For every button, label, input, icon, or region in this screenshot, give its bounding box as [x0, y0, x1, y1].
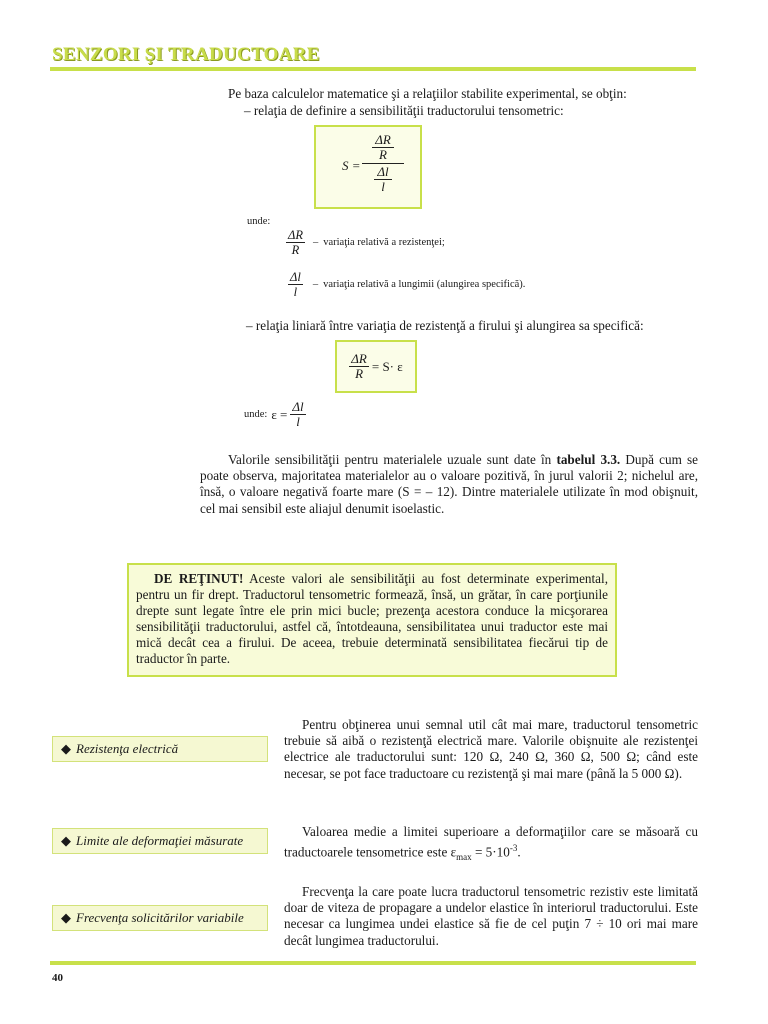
- values-text-1: Valorile sensibilităţii pentru materialele uzuale sunt date în: [228, 452, 557, 467]
- unde-item-length: [288, 270, 525, 299]
- page-number: 40: [52, 972, 63, 984]
- sensitivity-fraction: [362, 133, 404, 194]
- section-label-text: Frecvenţa solicitărilor variabile: [76, 910, 244, 925]
- intro-line-1: Pe baza calculelor matematice şi a relaţiilor stabilite experimental, se obţin:: [228, 86, 627, 101]
- header-rule: [50, 67, 696, 71]
- intro-line-2: – relaţia de definire a sensibilităţii traductorului tensometric:: [244, 103, 564, 118]
- limite-value: = 5·10: [471, 844, 510, 860]
- linear-formula-box: [335, 340, 417, 393]
- item1-text: variaţia relativă a rezistenţei;: [323, 237, 445, 248]
- section-text-limite: [284, 824, 698, 865]
- epsilon-lhs: ε =: [271, 406, 288, 422]
- section-text-rezistenta: Pentru obţinerea unui semnal util cât mai mare, traductorul tensometric trebuie să aibă o rezistenţă electrică mare. Valorile obişnuite ale rezistenţei electrice ale traductorului sunt: 120 Ω, 240 Ω, 360 Ω, 500 Ω; când este necesar, se pot face traductoare cu rezistenţă şi mai mare (până la 5 000 Ω).: [284, 717, 698, 781]
- formula2-den: R: [355, 366, 364, 381]
- formula-lhs: S =: [342, 158, 361, 173]
- formula2-num: ΔR: [351, 351, 367, 366]
- sensitivity-formula-box: [314, 125, 422, 209]
- item1-num: ΔR: [288, 228, 303, 242]
- unde-label-1: unde:: [247, 216, 271, 227]
- section-text-frecventa: Frecvenţa la care poate lucra traductorul tensometric rezistiv este limitată doar de viteza de propagare a undelor elastice în interiorul traductorului. Este necesar ca lungimea undei elastice să fie de cel puţin 7 ÷ 10 ori mai mare decât lungimea traductorului.: [284, 884, 698, 948]
- fraction-bottom-den: l: [381, 179, 385, 194]
- fraction-bottom-num: Δl: [374, 165, 391, 180]
- page-header-title: SENZORI ŞI TRADUCTOARE: [52, 44, 320, 65]
- section-label-text: Limite ale deformaţiei măsurate: [76, 833, 244, 848]
- retinut-text: Aceste valori ale sensibilităţii au fost determinate experimental, pentru un fir drept. Traductorul tensometric formează, însă, un grătar, în care porţiunile drepte sunt legate între ele prin mici bucle; prezenţa acestora conduce la micşorarea sensibilităţii traductorului, astfel că, întotdeauna, sensibilitatea unui traductor este mai mică decât cea a firului. De aceea, trebuie determinată sensibilitatea fiecărui tip de traductor în parte.: [136, 571, 608, 666]
- exponent: -3: [509, 843, 518, 854]
- unde-label-2: unde:: [244, 409, 268, 420]
- section-label-frecventa: [52, 905, 268, 931]
- epsilon-num: Δl: [292, 399, 304, 414]
- relation-linear-line: – relaţia liniară între variaţia de rezistenţă a firului şi alungirea sa specifică:: [246, 318, 644, 333]
- fraction-top-num: ΔR: [372, 133, 394, 148]
- values-text-2: După cum se poate observa, majoritatea materialelor au o valoare pozitivă, în jurul valorii 2; nichelul are, însă, o valoare negativă foarte mare (S = – 12). Dintre materialele utilizate în mod obişnuit, cel mai sensibil este aliajul denumit isoelastic.: [200, 452, 698, 516]
- diamond-bullet-icon: ◆: [61, 833, 71, 848]
- item2-text: variaţia relativă a lungimii (alungirea specifică).: [323, 279, 526, 290]
- item2-den: l: [293, 285, 298, 299]
- epsilon-den: l: [296, 414, 300, 429]
- item1-den: R: [291, 243, 300, 257]
- section-label-rezistenta: [52, 736, 268, 762]
- fraction-top-den: R: [379, 147, 387, 162]
- table-reference: tabelul 3.3.: [556, 452, 621, 467]
- retinut-callout: [127, 563, 617, 677]
- diamond-bullet-icon: ◆: [61, 741, 71, 756]
- footer-rule: [50, 961, 696, 965]
- limite-end: .: [517, 844, 521, 860]
- item2-dash: –: [312, 279, 319, 290]
- diamond-bullet-icon: ◆: [61, 910, 71, 925]
- limite-text: Valoarea medie a limitei superioare a deformaţiilor care se măsoară cu traductoarele tensometrice este ε: [284, 824, 698, 860]
- unde-epsilon-definition: [244, 400, 306, 429]
- unde-item-resistance: [286, 228, 445, 257]
- retinut-title: DE REŢINUT!: [154, 571, 244, 586]
- formula2-rhs: = S· ε: [371, 358, 403, 374]
- epsilon-subscript: max: [456, 852, 472, 863]
- item2-num: Δl: [290, 270, 301, 284]
- item1-dash: –: [312, 237, 319, 248]
- section-label-limite: [52, 828, 268, 854]
- section-label-text: Rezistenţa electrică: [76, 741, 179, 756]
- sensitivity-values-paragraph: [200, 452, 698, 517]
